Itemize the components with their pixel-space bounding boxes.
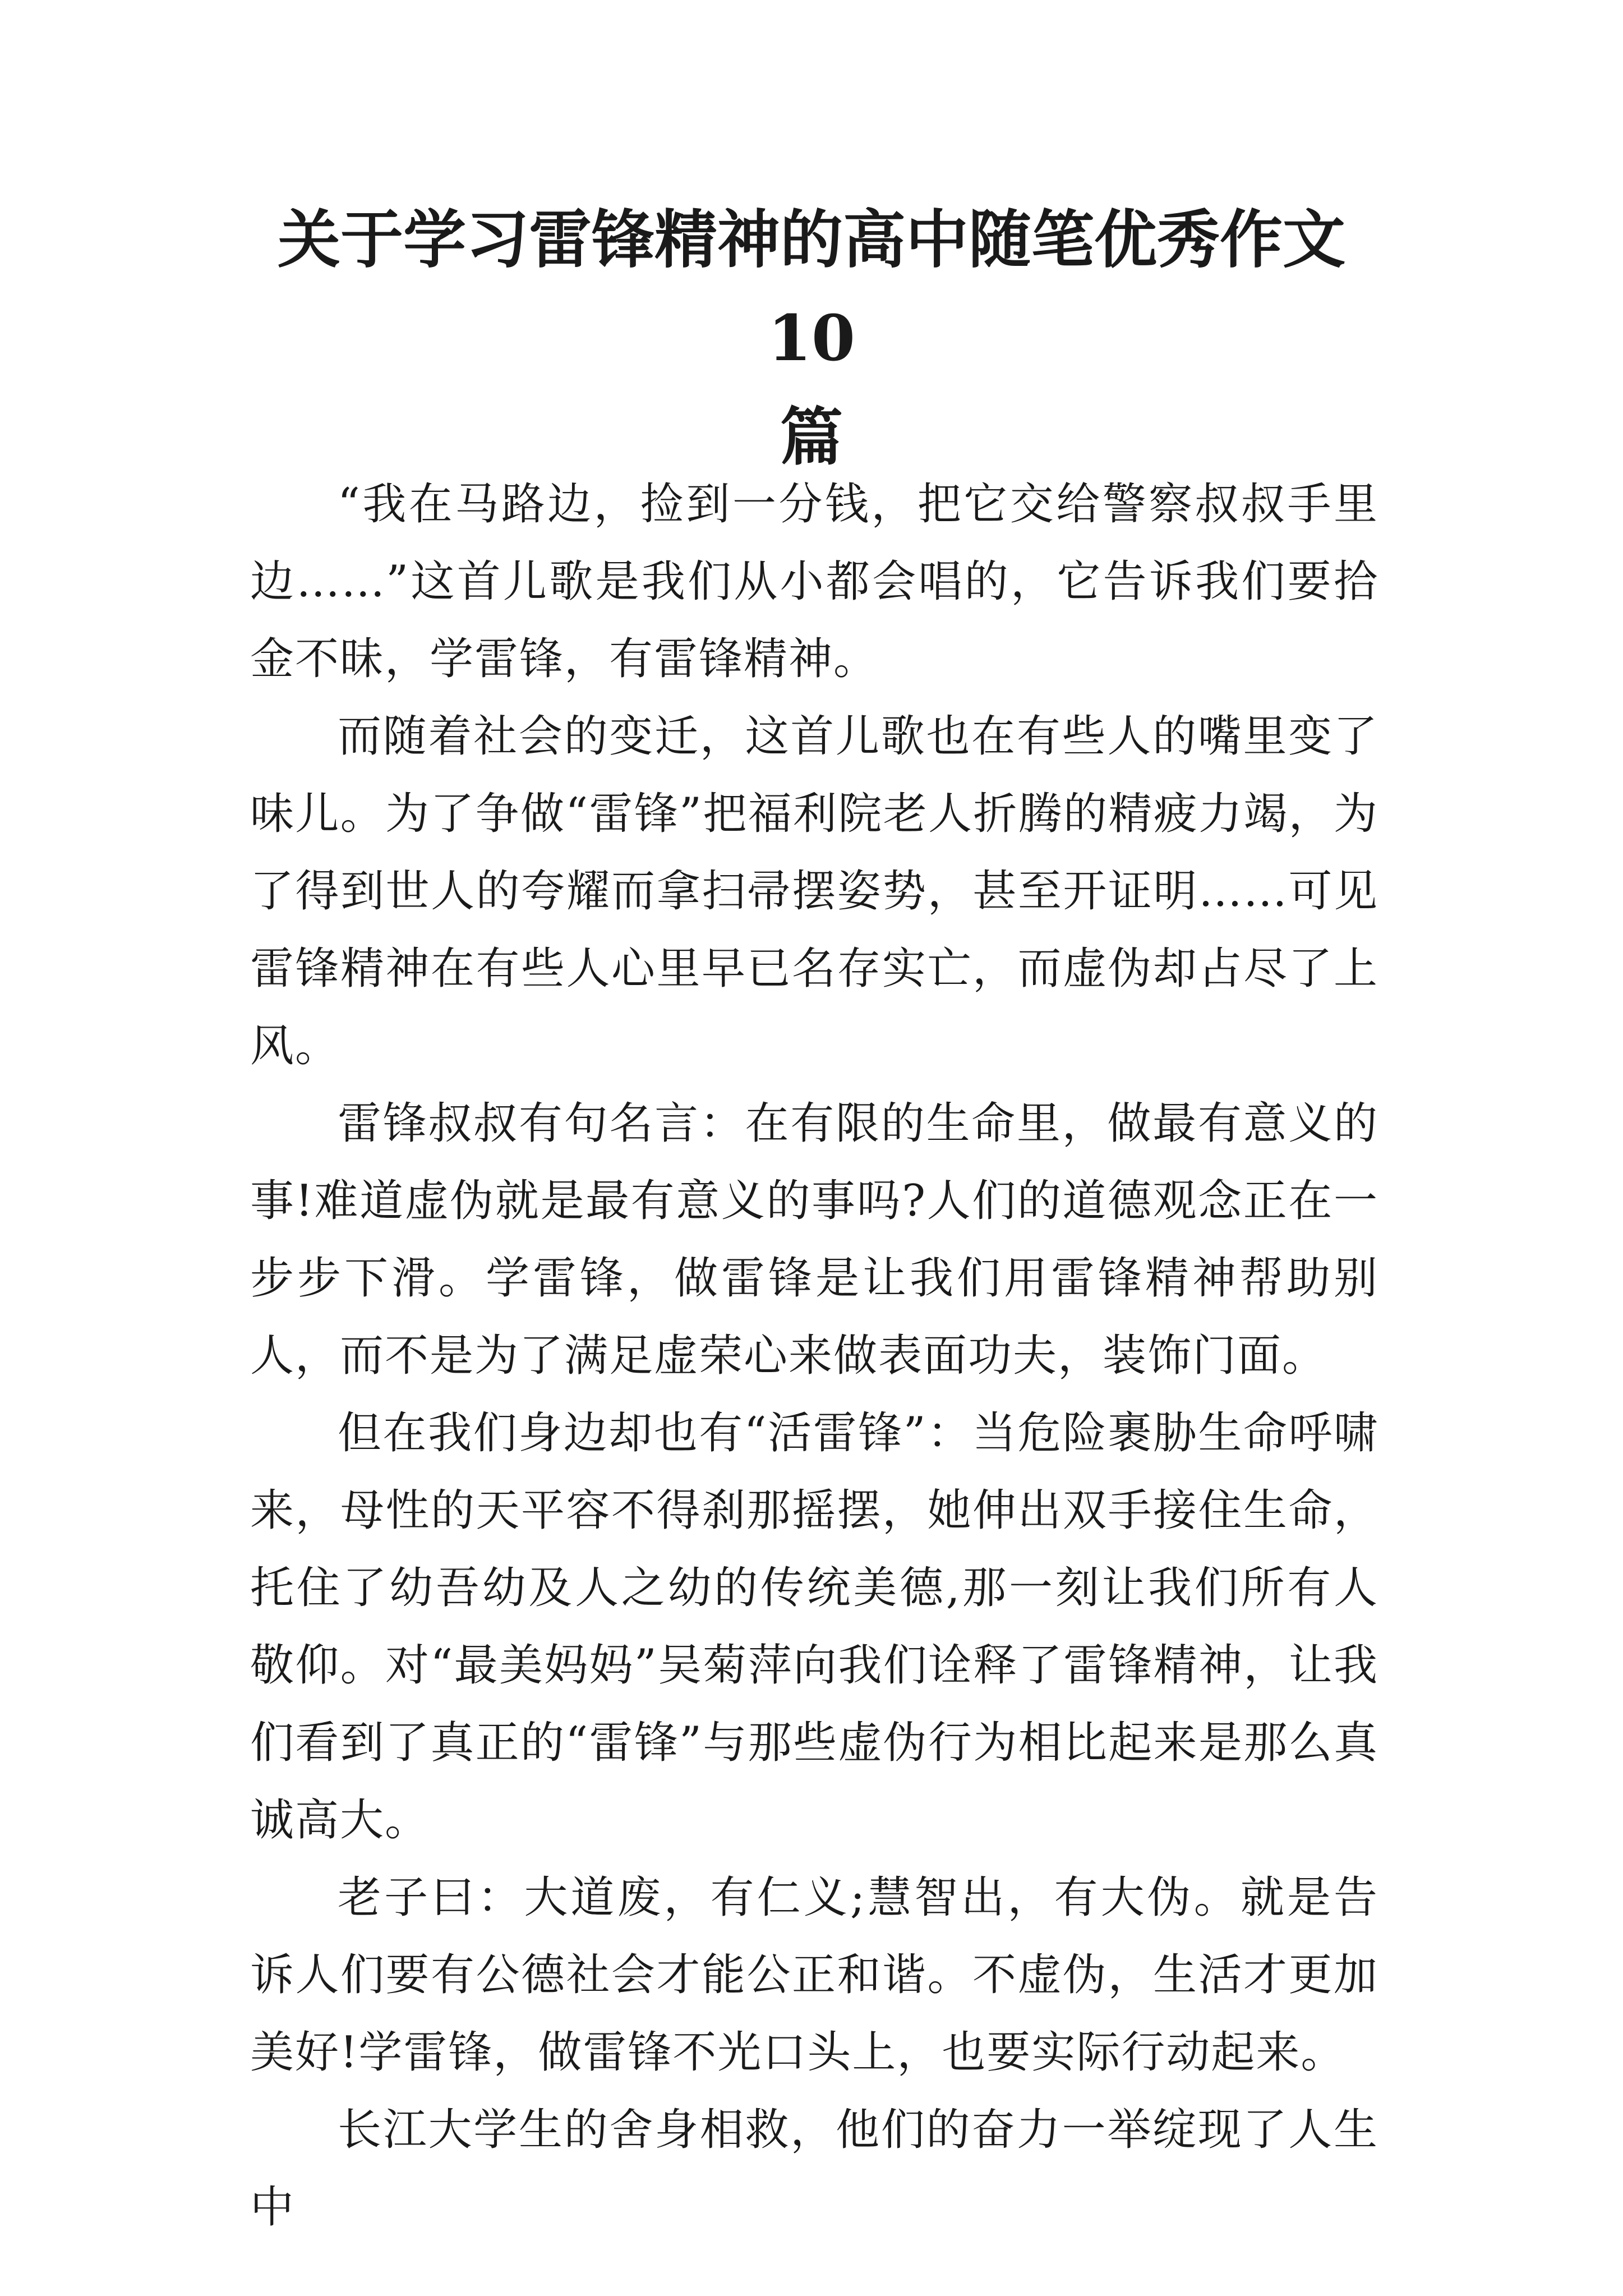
paragraph-2: 而随着社会的变迁，这首儿歌也在有些人的嘴里变了味儿。为了争做“雷锋”把福利院老人折腾的精疲力竭，为了得到世人的夸耀而拿扫帚摆姿势，甚至开证明……可见雷锋精神在有些人心里早已名存实亡，而虚伪却占尽了上风。 — [250, 711, 1378, 1071]
document-title — [236, 191, 1387, 487]
title-line-1: 关于学习雷锋精神的高中随笔优秀作文10 — [278, 203, 1345, 375]
paragraph-3: 雷锋叔叔有句名言：在有限的生命里，做最有意义的事!难道虚伪就是最有意义的事吗?人们的道德观念正在一步步下滑。学雷锋，做雷锋是让我们用雷锋精神帮助别人，而不是为了满足虚荣心来做表面功夫，装饰门面。 — [250, 1098, 1378, 1381]
document-body — [250, 466, 1378, 2246]
paragraph-4: 但在我们身边却也有“活雷锋”：当危险裹胁生命呼啸来，母性的天平容不得刹那摇摆，她伸出双手接住生命，托住了幼吾幼及人之幼的传统美德,那一刻让我们所有人敬仰。对“最美妈妈”吴菊萍向我们诠释了雷锋精神，让我们看到了真正的“雷锋”与那些虚伪行为相比起来是那么真诚高大。 — [250, 1408, 1378, 1846]
paragraph-5: 老子曰：大道废，有仁义;慧智出，有大伪。就是告诉人们要有公德社会才能公正和谐。不虚伪，生活才更加美好!学雷锋，做雷锋不光口头上，也要实际行动起来。 — [250, 1872, 1378, 2078]
paragraph-6: 长江大学生的舍身相救，他们的奋力一举绽现了人生中 — [250, 2105, 1378, 2233]
title-line-2: 篇 — [780, 401, 843, 474]
paragraph-1: “我在马路边，捡到一分钱，把它交给警察叔叔手里边……”这首儿歌是我们从小都会唱的，它告诉我们要拾金不昧，学雷锋，有雷锋精神。 — [250, 479, 1378, 684]
